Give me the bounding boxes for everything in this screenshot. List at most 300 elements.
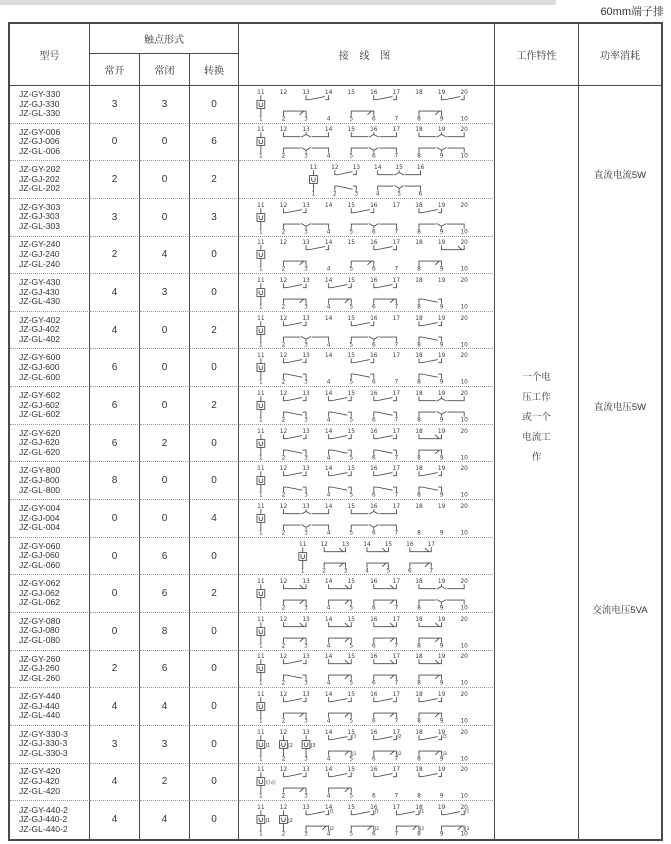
svg-text:11: 11	[256, 654, 265, 661]
svg-text:12: 12	[279, 654, 287, 661]
model-name: JZ-GJ-330-3	[19, 738, 68, 749]
normally-open-count: 2	[90, 651, 140, 689]
svg-text:16: 16	[369, 503, 378, 510]
svg-text:16: 16	[369, 767, 378, 774]
svg-text:18: 18	[414, 390, 423, 397]
svg-text:5: 5	[348, 605, 353, 612]
svg-text:19: 19	[437, 353, 445, 360]
normally-open-count: 6	[90, 425, 140, 463]
normally-closed-count: 0	[140, 349, 190, 387]
svg-text:1: 1	[258, 793, 263, 800]
svg-text:13: 13	[301, 767, 310, 774]
svg-text:18: 18	[414, 428, 423, 435]
wiring-diagram-cell	[239, 387, 495, 425]
svg-text:11: 11	[256, 315, 265, 322]
model-name: JZ-GL-600	[19, 371, 61, 382]
model-name: JZ-GJ-062	[19, 587, 60, 598]
svg-text:3: 3	[303, 266, 308, 273]
svg-text:4: 4	[326, 756, 330, 763]
svg-text:16: 16	[369, 353, 378, 360]
svg-text:3: 3	[303, 229, 308, 236]
svg-text:7: 7	[394, 718, 398, 725]
svg-text:8: 8	[416, 342, 421, 349]
svg-text:1: 1	[258, 530, 263, 537]
svg-text:15: 15	[347, 428, 355, 435]
svg-text:5: 5	[348, 342, 353, 349]
svg-text:14: 14	[373, 164, 381, 171]
svg-text:14: 14	[324, 466, 332, 473]
wiring-diagram	[240, 274, 494, 311]
svg-text:20: 20	[459, 805, 468, 812]
svg-text:9: 9	[439, 116, 443, 123]
svg-text:19: 19	[437, 767, 445, 774]
svg-text:5: 5	[348, 379, 353, 386]
changeover-count: 6	[190, 124, 239, 162]
svg-text:20: 20	[459, 89, 468, 96]
model-name: JZ-GJ-430	[19, 286, 60, 297]
model-name: JZ-GJ-440-2	[19, 814, 68, 825]
svg-text:9: 9	[439, 832, 443, 839]
svg-text:13: 13	[341, 541, 349, 548]
svg-text:2: 2	[281, 643, 285, 650]
power-consumption-label: 直流电压5W	[593, 402, 647, 413]
svg-text:16: 16	[369, 578, 378, 585]
svg-text:18: 18	[414, 503, 423, 510]
svg-text:17: 17	[427, 541, 435, 548]
svg-text:11: 11	[256, 127, 265, 134]
svg-text:11: 11	[309, 164, 317, 171]
svg-text:1: 1	[258, 229, 263, 236]
svg-text:20: 20	[459, 691, 468, 698]
svg-text:12: 12	[279, 89, 287, 96]
changeover-count: 0	[190, 538, 239, 576]
svg-text:19: 19	[437, 89, 445, 96]
model-cell	[10, 274, 90, 312]
svg-text:3: 3	[303, 605, 308, 612]
wiring-diagram-cell	[239, 86, 495, 124]
svg-text:15: 15	[347, 616, 355, 623]
svg-text:3: 3	[303, 342, 308, 349]
svg-text:2: 2	[281, 756, 285, 763]
work-characteristic-cell	[495, 86, 579, 839]
model-name: JZ-GL-440-2	[19, 823, 68, 834]
svg-text:11: 11	[256, 466, 265, 473]
model-name: JZ-GY-420	[19, 766, 61, 777]
svg-text:9: 9	[439, 304, 443, 311]
svg-text:7: 7	[394, 379, 398, 386]
svg-text:11: 11	[256, 578, 265, 585]
normally-open-count: 0	[90, 538, 140, 576]
svg-text:13: 13	[301, 805, 310, 812]
normally-closed-count: 4	[140, 801, 190, 839]
normally-closed-count: 0	[140, 387, 190, 425]
svg-text:1: 1	[258, 116, 263, 123]
svg-text:10: 10	[459, 530, 468, 537]
svg-text:7: 7	[394, 605, 398, 612]
svg-text:10: 10	[459, 832, 468, 839]
model-name: JZ-GY-330	[19, 88, 61, 99]
svg-text:10: 10	[459, 417, 468, 424]
svg-text:15: 15	[347, 315, 355, 322]
changeover-count: 0	[190, 86, 239, 124]
wiring-diagram	[240, 124, 494, 161]
model-name: JZ-GJ-202	[19, 173, 60, 184]
svg-text:1: 1	[258, 681, 263, 688]
model-name: JZ-GL-080	[19, 635, 61, 646]
svg-text:J1: J1	[419, 810, 424, 816]
svg-text:17: 17	[392, 466, 400, 473]
wiring-diagram	[240, 312, 494, 349]
svg-text:17: 17	[392, 616, 400, 623]
svg-text:10: 10	[459, 605, 468, 612]
svg-text:3: 3	[343, 568, 347, 575]
model-cell	[10, 764, 90, 802]
normally-closed-count: 0	[140, 312, 190, 350]
svg-text:3: 3	[303, 492, 308, 499]
normally-closed-count: 4	[140, 237, 190, 275]
svg-text:3: 3	[303, 832, 308, 839]
svg-text:20: 20	[459, 315, 468, 322]
normally-open-count: 0	[90, 575, 140, 613]
wiring-diagram	[240, 387, 494, 424]
model-cell	[10, 349, 90, 387]
svg-text:8: 8	[416, 793, 421, 800]
svg-text:10: 10	[459, 492, 468, 499]
svg-text:2: 2	[281, 229, 285, 236]
svg-text:6: 6	[371, 605, 376, 612]
svg-text:14: 14	[324, 503, 332, 510]
svg-text:6: 6	[407, 568, 412, 575]
svg-text:5: 5	[396, 191, 401, 198]
svg-text:1: 1	[258, 154, 263, 161]
svg-text:18: 18	[414, 654, 423, 661]
svg-text:5: 5	[348, 756, 353, 763]
svg-text:19: 19	[437, 202, 445, 209]
svg-text:18: 18	[414, 127, 423, 134]
model-cell	[10, 462, 90, 500]
svg-text:13: 13	[301, 616, 310, 623]
svg-text:12: 12	[279, 390, 287, 397]
svg-text:19: 19	[437, 315, 445, 322]
svg-text:7: 7	[394, 681, 398, 688]
svg-text:3: 3	[303, 793, 308, 800]
svg-text:15: 15	[347, 691, 355, 698]
svg-text:17: 17	[392, 654, 400, 661]
svg-text:1: 1	[258, 605, 263, 612]
svg-text:16: 16	[369, 277, 378, 284]
model-name: JZ-GY-004	[19, 502, 61, 513]
svg-text:6: 6	[371, 756, 376, 763]
svg-text:6: 6	[371, 116, 376, 123]
svg-text:18: 18	[414, 202, 423, 209]
svg-text:8: 8	[416, 154, 421, 161]
svg-text:6: 6	[371, 304, 376, 311]
svg-text:9: 9	[439, 229, 443, 236]
model-name: JZ-GL-330-3	[19, 748, 68, 758]
svg-text:14: 14	[324, 654, 332, 661]
svg-text:10: 10	[459, 229, 468, 236]
model-name: JZ-GJ-303	[19, 211, 60, 222]
svg-text:3: 3	[303, 718, 308, 725]
svg-text:16: 16	[369, 691, 378, 698]
svg-text:15: 15	[347, 805, 355, 812]
model-name: JZ-GY-620	[19, 427, 61, 438]
svg-text:19: 19	[437, 805, 445, 812]
changeover-count: 0	[190, 462, 239, 500]
changeover-count: 4	[190, 500, 239, 538]
model-name: JZ-GJ-060	[19, 550, 60, 561]
wiring-diagram	[240, 613, 494, 650]
svg-text:2: 2	[281, 832, 285, 839]
normally-open-count: 6	[90, 349, 140, 387]
model-name: JZ-GL-602	[19, 409, 61, 420]
model-name: JZ-GJ-330	[19, 98, 60, 109]
svg-text:3: 3	[303, 417, 308, 424]
wiring-diagram	[240, 237, 494, 274]
normally-closed-count: 2	[140, 425, 190, 463]
svg-text:5: 5	[348, 832, 353, 839]
wiring-diagram-cell	[239, 312, 495, 350]
svg-text:J1: J1	[265, 818, 270, 825]
normally-open-count: 4	[90, 688, 140, 726]
svg-text:14: 14	[324, 805, 332, 812]
svg-text:15: 15	[347, 503, 355, 510]
svg-text:8: 8	[416, 605, 421, 612]
model-cell	[10, 538, 90, 576]
header-changeover: 转换	[190, 54, 239, 85]
svg-text:20: 20	[459, 202, 468, 209]
svg-text:8: 8	[416, 492, 421, 499]
svg-text:4: 4	[326, 718, 330, 725]
svg-text:20: 20	[459, 729, 468, 736]
svg-text:4: 4	[326, 304, 330, 311]
model-name: JZ-GL-420	[19, 785, 61, 796]
model-name: JZ-GY-440-2	[19, 804, 68, 815]
svg-text:20: 20	[459, 127, 468, 134]
svg-text:17: 17	[392, 277, 400, 284]
svg-text:19: 19	[437, 616, 445, 623]
model-name: JZ-GJ-440	[19, 700, 60, 711]
svg-text:3: 3	[303, 530, 308, 537]
svg-text:16: 16	[369, 805, 378, 812]
svg-text:15: 15	[347, 277, 355, 284]
svg-text:12: 12	[279, 691, 287, 698]
wiring-diagram	[240, 462, 494, 499]
wiring-diagram	[240, 500, 494, 537]
svg-text:6: 6	[371, 643, 376, 650]
svg-text:7: 7	[394, 417, 398, 424]
svg-text:J2: J2	[396, 751, 402, 757]
svg-text:8: 8	[416, 756, 421, 763]
svg-text:5: 5	[348, 266, 353, 273]
svg-text:14: 14	[324, 616, 332, 623]
svg-text:5: 5	[348, 154, 353, 161]
svg-text:1: 1	[258, 342, 263, 349]
svg-text:6: 6	[371, 832, 376, 839]
wiring-diagram-cell	[239, 613, 495, 651]
svg-text:17: 17	[392, 729, 400, 736]
normally-closed-count: 8	[140, 613, 190, 651]
svg-text:17: 17	[392, 127, 400, 134]
wiring-diagram	[240, 538, 494, 575]
svg-text:1: 1	[258, 379, 263, 386]
svg-text:4: 4	[326, 492, 330, 499]
svg-text:5: 5	[348, 304, 353, 311]
svg-text:3: 3	[303, 304, 308, 311]
svg-text:12: 12	[279, 240, 287, 247]
svg-text:11: 11	[298, 541, 306, 548]
svg-text:6: 6	[371, 530, 376, 537]
normally-open-count: 0	[90, 500, 140, 538]
svg-text:20: 20	[459, 390, 468, 397]
svg-text:1: 1	[258, 492, 263, 499]
changeover-count: 0	[190, 651, 239, 689]
svg-text:10: 10	[459, 643, 468, 650]
svg-text:J1: J1	[374, 810, 379, 816]
svg-text:19: 19	[437, 466, 445, 473]
changeover-count: 0	[190, 425, 239, 463]
svg-text:6: 6	[371, 229, 376, 236]
svg-text:9: 9	[439, 455, 443, 462]
svg-text:9: 9	[439, 417, 443, 424]
svg-text:8: 8	[416, 832, 421, 839]
svg-text:4: 4	[326, 417, 330, 424]
svg-text:11: 11	[256, 691, 265, 698]
svg-text:2: 2	[281, 304, 285, 311]
svg-text:17: 17	[392, 428, 400, 435]
model-cell	[10, 425, 90, 463]
svg-text:15: 15	[347, 127, 355, 134]
svg-text:11: 11	[256, 503, 265, 510]
svg-text:9: 9	[439, 643, 443, 650]
svg-text:1: 1	[258, 643, 263, 650]
svg-text:8: 8	[416, 229, 421, 236]
model-name: JZ-GY-303	[19, 201, 61, 212]
svg-text:16: 16	[369, 202, 378, 209]
wiring-diagram	[240, 575, 494, 612]
svg-text:18: 18	[414, 466, 423, 473]
model-name: JZ-GY-600	[19, 352, 61, 363]
svg-text:2: 2	[281, 154, 285, 161]
svg-text:18: 18	[414, 729, 423, 736]
svg-text:11: 11	[256, 202, 265, 209]
svg-text:J2: J2	[396, 734, 402, 740]
header-wiring-diagram: 接 线 图	[239, 24, 495, 85]
svg-text:15: 15	[384, 541, 392, 548]
svg-text:J3: J3	[442, 734, 447, 740]
svg-text:18: 18	[414, 616, 423, 623]
svg-text:11: 11	[256, 353, 265, 360]
svg-text:J1: J1	[351, 734, 357, 740]
svg-text:9: 9	[439, 530, 443, 537]
svg-text:9: 9	[439, 154, 443, 161]
svg-text:4: 4	[326, 116, 330, 123]
svg-text:19: 19	[437, 428, 445, 435]
svg-text:11: 11	[256, 240, 265, 247]
model-name: JZ-GJ-620	[19, 437, 60, 448]
wiring-diagram-cell	[239, 726, 495, 764]
svg-text:7: 7	[394, 530, 398, 537]
model-cell	[10, 575, 90, 613]
svg-text:12: 12	[279, 127, 287, 134]
model-name: JZ-GJ-240	[19, 249, 60, 260]
svg-text:9: 9	[439, 681, 443, 688]
svg-text:13: 13	[301, 277, 310, 284]
wiring-diagram-cell	[239, 237, 495, 275]
svg-text:4: 4	[326, 793, 330, 800]
normally-closed-count: 0	[140, 500, 190, 538]
svg-text:J2: J2	[374, 827, 379, 833]
model-name: JZ-GL-260	[19, 672, 61, 683]
svg-text:19: 19	[437, 691, 445, 698]
header-contact-form: 触点形式	[90, 24, 239, 54]
model-name: JZ-GJ-080	[19, 625, 60, 636]
svg-text:6: 6	[371, 718, 376, 725]
wiring-diagram-cell	[239, 462, 495, 500]
svg-text:14: 14	[324, 578, 332, 585]
svg-text:15: 15	[347, 767, 355, 774]
wiring-diagram	[240, 86, 494, 123]
svg-text:10: 10	[459, 756, 468, 763]
svg-text:20: 20	[459, 428, 468, 435]
model-cell	[10, 86, 90, 124]
model-name: JZ-GJ-260	[19, 663, 60, 674]
svg-text:4: 4	[326, 681, 330, 688]
normally-open-count: 4	[90, 312, 140, 350]
svg-text:10: 10	[459, 793, 468, 800]
svg-text:15: 15	[347, 578, 355, 585]
svg-text:13: 13	[301, 428, 310, 435]
svg-text:6: 6	[371, 455, 376, 462]
svg-text:启动: 启动	[265, 780, 276, 787]
model-cell	[10, 726, 90, 764]
normally-closed-count: 0	[140, 161, 190, 199]
svg-text:4: 4	[326, 455, 330, 462]
svg-text:7: 7	[394, 832, 398, 839]
model-name: JZ-GJ-402	[19, 324, 60, 335]
wiring-diagram	[240, 801, 494, 838]
svg-text:4: 4	[326, 266, 330, 273]
svg-text:5: 5	[348, 455, 353, 462]
svg-text:6: 6	[418, 191, 422, 198]
svg-text:17: 17	[392, 89, 400, 96]
svg-text:J2: J2	[329, 827, 334, 833]
svg-text:6: 6	[371, 379, 376, 386]
svg-text:6: 6	[371, 793, 376, 800]
svg-text:12: 12	[330, 164, 339, 171]
svg-text:10: 10	[459, 455, 468, 462]
wiring-diagram-cell	[239, 651, 495, 689]
changeover-count: 0	[190, 613, 239, 651]
svg-text:14: 14	[362, 541, 371, 548]
model-name: JZ-GL-062	[19, 597, 61, 608]
svg-text:12: 12	[279, 578, 287, 585]
svg-text:10: 10	[459, 718, 468, 725]
normally-open-count: 0	[90, 124, 140, 162]
model-cell	[10, 161, 90, 199]
normally-closed-count: 6	[140, 538, 190, 576]
svg-text:10: 10	[459, 154, 468, 161]
model-name: JZ-GY-202	[19, 164, 61, 175]
svg-text:8: 8	[416, 116, 421, 123]
svg-text:16: 16	[416, 164, 424, 171]
model-name: JZ-GL-440	[19, 710, 61, 721]
svg-text:13: 13	[352, 164, 360, 171]
svg-text:2: 2	[332, 191, 337, 198]
svg-text:16: 16	[369, 729, 378, 736]
svg-text:19: 19	[437, 240, 445, 247]
svg-text:17: 17	[392, 578, 400, 585]
